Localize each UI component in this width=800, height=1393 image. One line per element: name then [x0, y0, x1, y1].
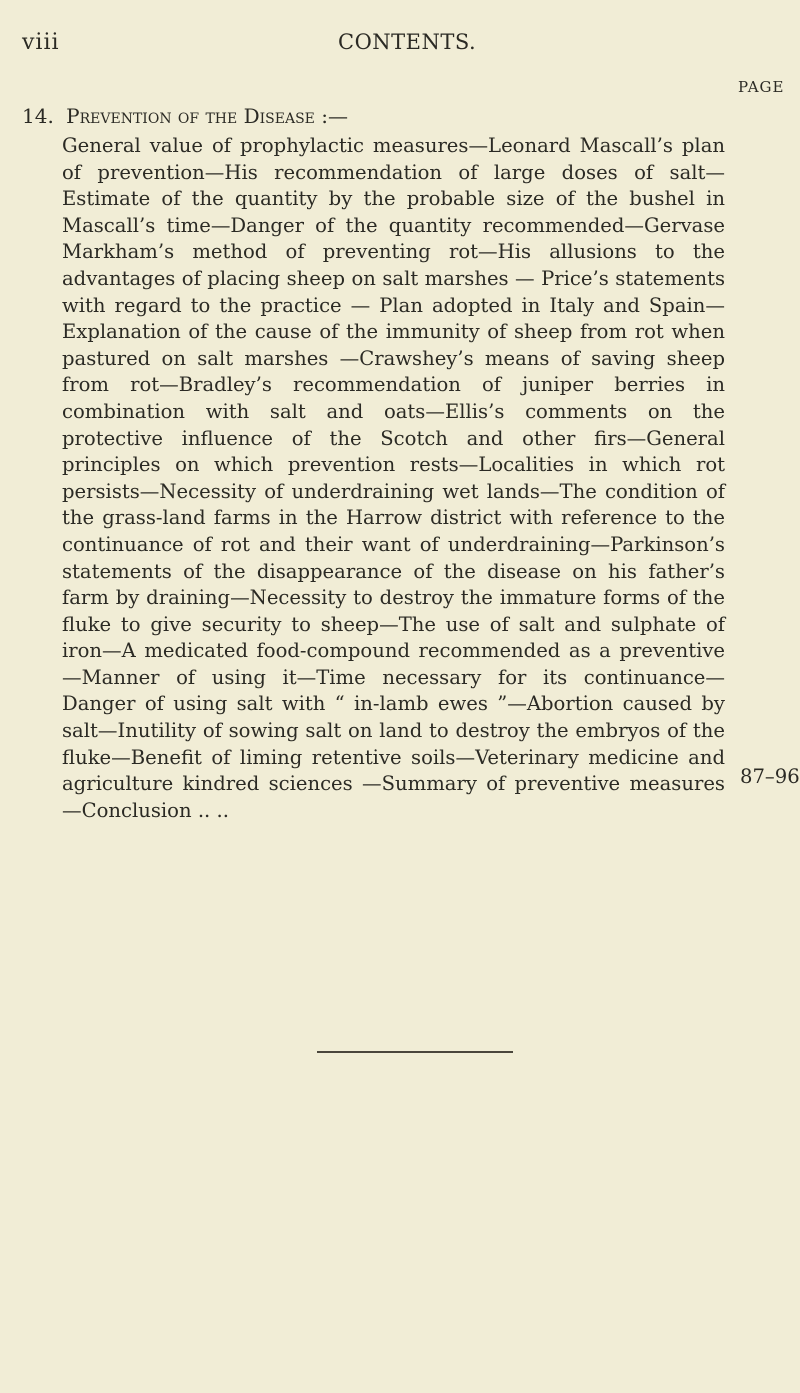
chapter-heading	[22, 103, 348, 129]
page-column-label: PAGE	[738, 78, 785, 96]
chapter-summary: General value of prophylactic measures—Leonard Mascall’s plan of prevention—His recommendation of large doses of salt—Estimate of the quantity by the probable size of the bushel in Mascall’s time—Danger of the quantity recommended—Gervase Markham’s method of preventing rot—His allusions to the advantages of placing sheep on salt marshes — Price’s statements with regard to the practice — Plan adopted in Italy and Spain—Explanation of the cause of the immunity of sheep from rot when pastured on salt marshes —Crawshey’s means of saving sheep from rot—Bradley’s recommendation of juniper berries in combination with salt and oats—Ellis’s comments on the protective influence of the Scotch and other firs—General principles on which prevention rests—Localities in which rot persists—Necessity of underdraining wet lands—The condition of the grass-land farms in the Harrow district with reference to the continuance of rot and their want of underdraining—Parkinson’s statements of the disappearance of the disease on his father’s farm by draining—Necessity to destroy the immature forms of the fluke to give security to sheep—The use of salt and sulphate of iron—A medicated food-compound recommended as a preventive—Manner of using it—Time necessary for its continuance—Danger of using salt with “ in-lamb ewes ”—Abortion caused by salt—Inutility of sowing salt on land to destroy the embryos of the fluke—Benefit of liming retentive soils—Veterinary medicine and agriculture kindred sciences —Summary of preventive measures—Conclusion .. ..	[62, 134, 725, 822]
chapter-title: Prevention of the Disease :—	[66, 104, 348, 128]
chapter-number: 14.	[22, 104, 54, 128]
section-divider	[317, 1051, 513, 1053]
page-range: 87–96	[740, 765, 800, 788]
page-folio: viii	[22, 30, 60, 55]
running-head: CONTENTS.	[338, 30, 477, 54]
